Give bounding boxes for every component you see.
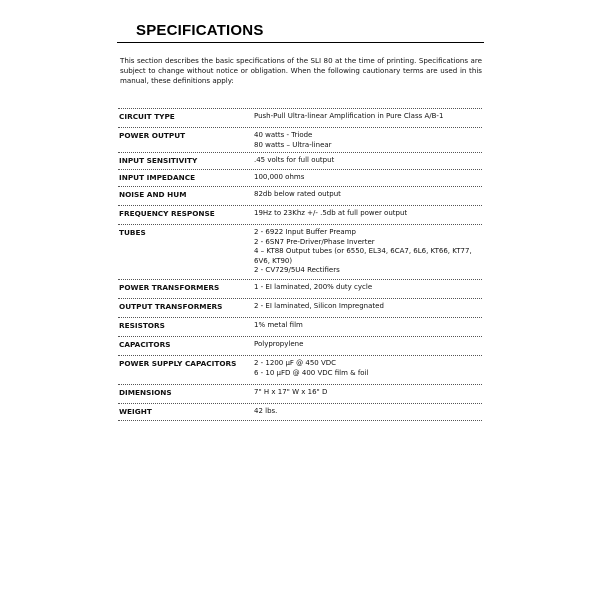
spec-label: FREQUENCY RESPONSE (119, 209, 215, 218)
spec-row (118, 108, 482, 127)
spec-value-line: 1 - EI laminated, 200% duty cycle (254, 283, 373, 291)
spec-value (254, 109, 482, 127)
spec-value-line: 1% metal film (254, 321, 303, 329)
spec-value (254, 404, 482, 420)
spec-value-line: Polypropylene (254, 340, 304, 348)
spec-label: WEIGHT (119, 407, 152, 416)
spec-label: OUTPUT TRANSFORMERS (119, 302, 223, 311)
spec-value-line: 2 - EI laminated, Silicon Impregnated (254, 302, 384, 310)
spec-value-line: 2 - 1200 µF @ 450 VDC (254, 359, 337, 367)
spec-row (118, 186, 482, 205)
spec-label: POWER OUTPUT (119, 131, 186, 140)
spec-row (118, 384, 482, 403)
spec-value-line: 19Hz to 23Khz +/- .5db at full power output (254, 209, 408, 217)
spec-value (254, 170, 482, 186)
spec-label: POWER SUPPLY CAPACITORS (119, 359, 237, 368)
spec-row (118, 403, 482, 421)
spec-value-line: 6V6, KT90) (254, 256, 293, 265)
spec-value (254, 385, 482, 403)
spec-row (118, 336, 482, 355)
page-title: SPECIFICATIONS (136, 22, 264, 39)
spec-value-line: 40 watts - Triode (254, 131, 313, 139)
spec-value (254, 153, 482, 169)
spec-value-line: 100,000 ohms (254, 173, 305, 181)
spec-value-line: 2 - 6922 Input Buffer Preamp (254, 228, 356, 236)
spec-value-line: 6 - 10 µFD @ 400 VDC film & foil (254, 368, 369, 377)
spec-value-line: .45 volts for full output (254, 156, 335, 164)
spec-value-line: 80 watts – Ultra-linear (254, 140, 332, 149)
spec-value (254, 299, 482, 317)
spec-row (118, 355, 482, 384)
intro-paragraph: This section describes the basic specifications of the SLI 80 at the time of printing. Specifications are subject to change without notice or obligation. When the following cautionary terms are used in this manual, these definitions apply: (120, 56, 482, 85)
spec-label: TUBES (119, 228, 146, 237)
spec-row (118, 298, 482, 317)
spec-label: INPUT SENSITIVITY (119, 156, 198, 165)
spec-label: RESISTORS (119, 321, 165, 330)
spec-value-line: 42 lbs. (254, 407, 278, 415)
spec-row (118, 317, 482, 336)
spec-value-line: 7" H x 17" W x 16" D (254, 388, 328, 396)
spec-row (118, 127, 482, 152)
spec-label: DIMENSIONS (119, 388, 172, 397)
spec-table (118, 108, 482, 421)
spec-label: NOISE AND HUM (119, 190, 187, 199)
spec-value (254, 187, 482, 205)
spec-value (254, 206, 482, 224)
spec-row (118, 205, 482, 224)
spec-value-line: 82db below rated output (254, 190, 341, 198)
spec-label: POWER TRANSFORMERS (119, 283, 220, 292)
spec-value (254, 280, 482, 298)
spec-value-line: 4 – KT88 Output tubes (or 6550, EL34, 6CA7, 6L6, KT66, KT77, (254, 247, 472, 256)
spec-value-line: 2 - 6SN7 Pre-Driver/Phase Inverter (254, 237, 375, 246)
spec-row (118, 169, 482, 186)
spec-value (254, 318, 482, 336)
spec-value (254, 356, 482, 384)
spec-row (118, 224, 482, 279)
spec-value (254, 337, 482, 355)
title-rule (117, 42, 484, 43)
spec-row (118, 152, 482, 169)
spec-value-line: Push-Pull Ultra-linear Amplification in Pure Class A/B-1 (254, 112, 444, 120)
spec-label: CAPACITORS (119, 340, 171, 349)
spec-value (254, 225, 482, 279)
spec-value-line: 2 - CV729/5U4 Rectifiers (254, 266, 340, 275)
spec-value (254, 128, 482, 152)
spec-label: INPUT IMPEDANCE (119, 173, 196, 182)
spec-row (118, 279, 482, 298)
spec-label: CIRCUIT TYPE (119, 112, 175, 121)
